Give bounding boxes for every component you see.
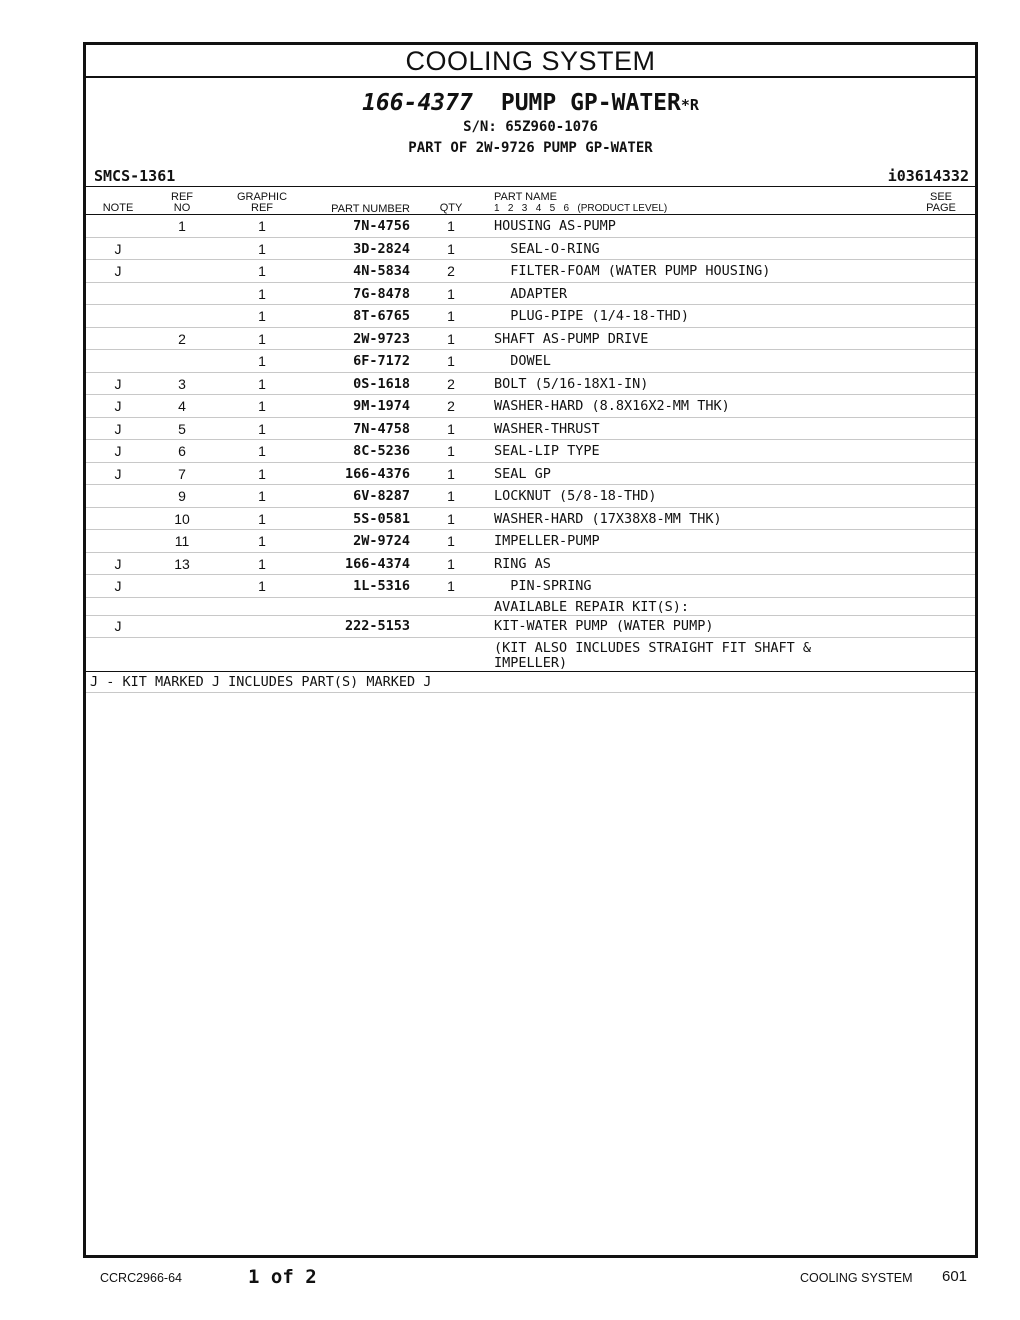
part-number-cell: 3D-2824 <box>353 240 410 257</box>
qty-cell: 1 <box>447 308 455 324</box>
footer-section: COOLING SYSTEM <box>800 1271 913 1285</box>
table-row <box>86 373 975 396</box>
parts-list <box>86 215 975 598</box>
part-name-cell: WASHER-THRUST <box>494 420 600 437</box>
table-row <box>86 485 975 508</box>
col-see-bottom: PAGE <box>926 202 956 214</box>
doc-code: CCRC2966-64 <box>100 1271 182 1285</box>
part-name-cell: ADAPTER <box>494 285 568 302</box>
ref-number-cell: 5 <box>178 420 186 437</box>
qty-cell: 1 <box>447 420 455 437</box>
part-number-cell: 2W-9723 <box>353 330 410 347</box>
graphic-ref-cell: 1 <box>258 308 266 324</box>
ref-number-cell: 11 <box>174 533 190 549</box>
table-row <box>86 283 975 306</box>
graphic-ref-cell: 1 <box>258 398 266 414</box>
part-name-cell: SEAL-LIP TYPE <box>494 443 600 459</box>
part-name-cell: WASHER-HARD (17X38X8-MM THK) <box>494 510 722 527</box>
part-name-cell: RING AS <box>494 555 551 572</box>
part-name-cell: PLUG-PIPE (1/4-18-THD) <box>494 308 690 324</box>
part-name-cell: WASHER-HARD (8.8X16X2-MM THK) <box>494 398 730 414</box>
col-ref-top: REF <box>171 191 193 203</box>
kit-part-number: 222-5153 <box>344 618 410 634</box>
ref-number-cell: 9 <box>178 488 186 504</box>
qty-cell: 1 <box>447 218 455 234</box>
table-row <box>86 418 975 441</box>
part-number-cell: 8T-6765 <box>353 308 410 324</box>
assembly-title <box>86 90 975 116</box>
assembly-part-number: 166-4377 <box>362 90 473 116</box>
note-cell: J <box>114 420 122 437</box>
table-row <box>86 440 975 463</box>
qty-cell: 1 <box>447 533 455 549</box>
part-number-cell: 166-4374 <box>344 555 410 572</box>
graphic-ref-cell: 1 <box>258 443 266 459</box>
qty-cell: 1 <box>447 330 455 347</box>
qty-cell: 1 <box>447 488 455 504</box>
part-number-cell: 5S-0581 <box>353 510 410 527</box>
part-name-cell: PIN-SPRING <box>494 578 592 594</box>
kit-heading: AVAILABLE REPAIR KIT(S): <box>494 599 690 615</box>
graphic-ref-cell: 1 <box>258 218 266 234</box>
note-cell: J <box>114 263 122 279</box>
kit-legend: J - KIT MARKED J INCLUDES PART(S) MARKED J <box>90 674 432 690</box>
col-part-name: PART NAME <box>494 191 557 203</box>
part-number-cell: 9M-1974 <box>353 398 410 414</box>
table-row <box>86 575 975 598</box>
note-cell: J <box>114 578 122 594</box>
ref-number-cell: 1 <box>178 218 186 234</box>
col-note: NOTE <box>102 202 134 214</box>
legend-divider <box>86 692 975 693</box>
col-ref-bottom: NO <box>173 202 191 214</box>
qty-cell: 1 <box>447 285 455 302</box>
kit-row-divider <box>86 637 975 638</box>
part-name-cell: HOUSING AS-PUMP <box>494 218 616 234</box>
part-name-cell: IMPELLER-PUMP <box>494 533 600 549</box>
graphic-ref-cell: 1 <box>258 420 266 437</box>
ref-number-cell: 6 <box>178 443 186 459</box>
header-divider <box>86 186 975 187</box>
kit-name: KIT-WATER PUMP (WATER PUMP) <box>494 618 714 634</box>
qty-cell: 1 <box>447 578 455 594</box>
smcs-code: SMCS-1361 <box>94 167 176 185</box>
graphic-ref-cell: 1 <box>258 555 266 572</box>
note-cell: J <box>114 465 122 482</box>
col-graphic-top: GRAPHIC <box>236 191 288 203</box>
table-row <box>86 305 975 328</box>
table-row <box>86 350 975 373</box>
table-row <box>86 238 975 261</box>
part-number-cell: 166-4376 <box>344 465 410 482</box>
graphic-ref-cell: 1 <box>258 578 266 594</box>
part-name-cell: SHAFT AS-PUMP DRIVE <box>494 330 649 347</box>
ref-number-cell: 3 <box>178 375 186 392</box>
table-row <box>86 530 975 553</box>
part-name-cell: SEAL GP <box>494 465 551 482</box>
serial-number: S/N: 65Z960-1076 <box>463 119 598 135</box>
table-row <box>86 215 975 238</box>
note-cell: J <box>114 443 122 459</box>
graphic-ref-cell: 1 <box>258 330 266 347</box>
qty-cell: 1 <box>447 510 455 527</box>
note-cell: J <box>114 375 122 392</box>
graphic-ref-cell: 1 <box>258 465 266 482</box>
qty-cell: 1 <box>447 353 455 369</box>
col-graphic-bottom: REF <box>251 202 273 214</box>
qty-cell: 1 <box>447 465 455 482</box>
part-name-cell: FILTER-FOAM (WATER PUMP HOUSING) <box>494 263 771 279</box>
document-identifier: i03614332 <box>887 167 969 185</box>
kit-heading-divider <box>86 615 975 616</box>
ref-number-cell: 13 <box>174 555 190 572</box>
graphic-ref-cell: 1 <box>258 488 266 504</box>
graphic-ref-cell: 1 <box>258 285 266 302</box>
col-product-levels: 1 2 3 4 5 6 (PRODUCT LEVEL) <box>494 203 668 214</box>
part-name-cell: SEAL-O-RING <box>494 240 600 257</box>
col-qty: QTY <box>439 202 463 214</box>
ref-number-cell: 7 <box>178 465 186 482</box>
note-cell: J <box>114 240 122 257</box>
table-row <box>86 553 975 576</box>
col-see-top: SEE <box>929 191 952 203</box>
graphic-ref-cell: 1 <box>258 353 266 369</box>
kit-description-line2: IMPELLER) <box>494 655 568 671</box>
qty-cell: 2 <box>447 263 455 279</box>
kit-section-divider <box>86 671 975 672</box>
part-name-cell: BOLT (5/16-18X1-IN) <box>494 375 649 392</box>
part-number-cell: 4N-5834 <box>353 263 410 279</box>
parts-page-frame <box>83 42 978 1258</box>
ref-number-cell: 2 <box>178 330 186 347</box>
assembly-part-name: PUMP GP-WATER <box>500 90 681 116</box>
table-row <box>86 260 975 283</box>
part-of-line: PART OF 2W-9726 PUMP GP-WATER <box>408 140 653 156</box>
note-cell: J <box>114 555 122 572</box>
note-cell: J <box>114 398 122 414</box>
part-number-cell: 6F-7172 <box>353 353 410 369</box>
part-number-cell: 1L-5316 <box>353 578 410 594</box>
kit-note: J <box>114 618 122 634</box>
assembly-suffix: *R <box>680 96 699 114</box>
qty-cell: 2 <box>447 398 455 414</box>
ref-number-cell: 4 <box>178 398 186 414</box>
graphic-ref-cell: 1 <box>258 510 266 527</box>
qty-cell: 1 <box>447 443 455 459</box>
part-number-cell: 8C-5236 <box>353 443 410 459</box>
part-number-cell: 7N-4758 <box>353 420 410 437</box>
table-row <box>86 508 975 531</box>
graphic-ref-cell: 1 <box>258 375 266 392</box>
ref-number-cell: 10 <box>174 510 190 527</box>
table-row <box>86 328 975 351</box>
qty-cell: 1 <box>447 555 455 572</box>
part-number-cell: 7N-4756 <box>353 218 410 234</box>
part-number-cell: 6V-8287 <box>353 488 410 504</box>
graphic-ref-cell: 1 <box>258 263 266 279</box>
qty-cell: 1 <box>447 240 455 257</box>
page-number: 601 <box>942 1268 968 1285</box>
part-number-cell: 2W-9724 <box>353 533 410 549</box>
graphic-ref-cell: 1 <box>258 240 266 257</box>
table-row <box>86 395 975 418</box>
part-number-cell: 0S-1618 <box>353 375 410 392</box>
part-name-cell: LOCKNUT (5/8-18-THD) <box>494 488 657 504</box>
kit-description-line1: (KIT ALSO INCLUDES STRAIGHT FIT SHAFT & <box>494 640 811 656</box>
col-part-number: PART NUMBER <box>331 203 410 215</box>
part-number-cell: 7G-8478 <box>353 285 410 302</box>
qty-cell: 2 <box>447 375 455 392</box>
table-row <box>86 463 975 486</box>
graphic-ref-cell: 1 <box>258 533 266 549</box>
page-of: 1 of 2 <box>248 1266 317 1288</box>
section-title: COOLING SYSTEM <box>86 45 975 78</box>
part-name-cell: DOWEL <box>494 353 551 369</box>
